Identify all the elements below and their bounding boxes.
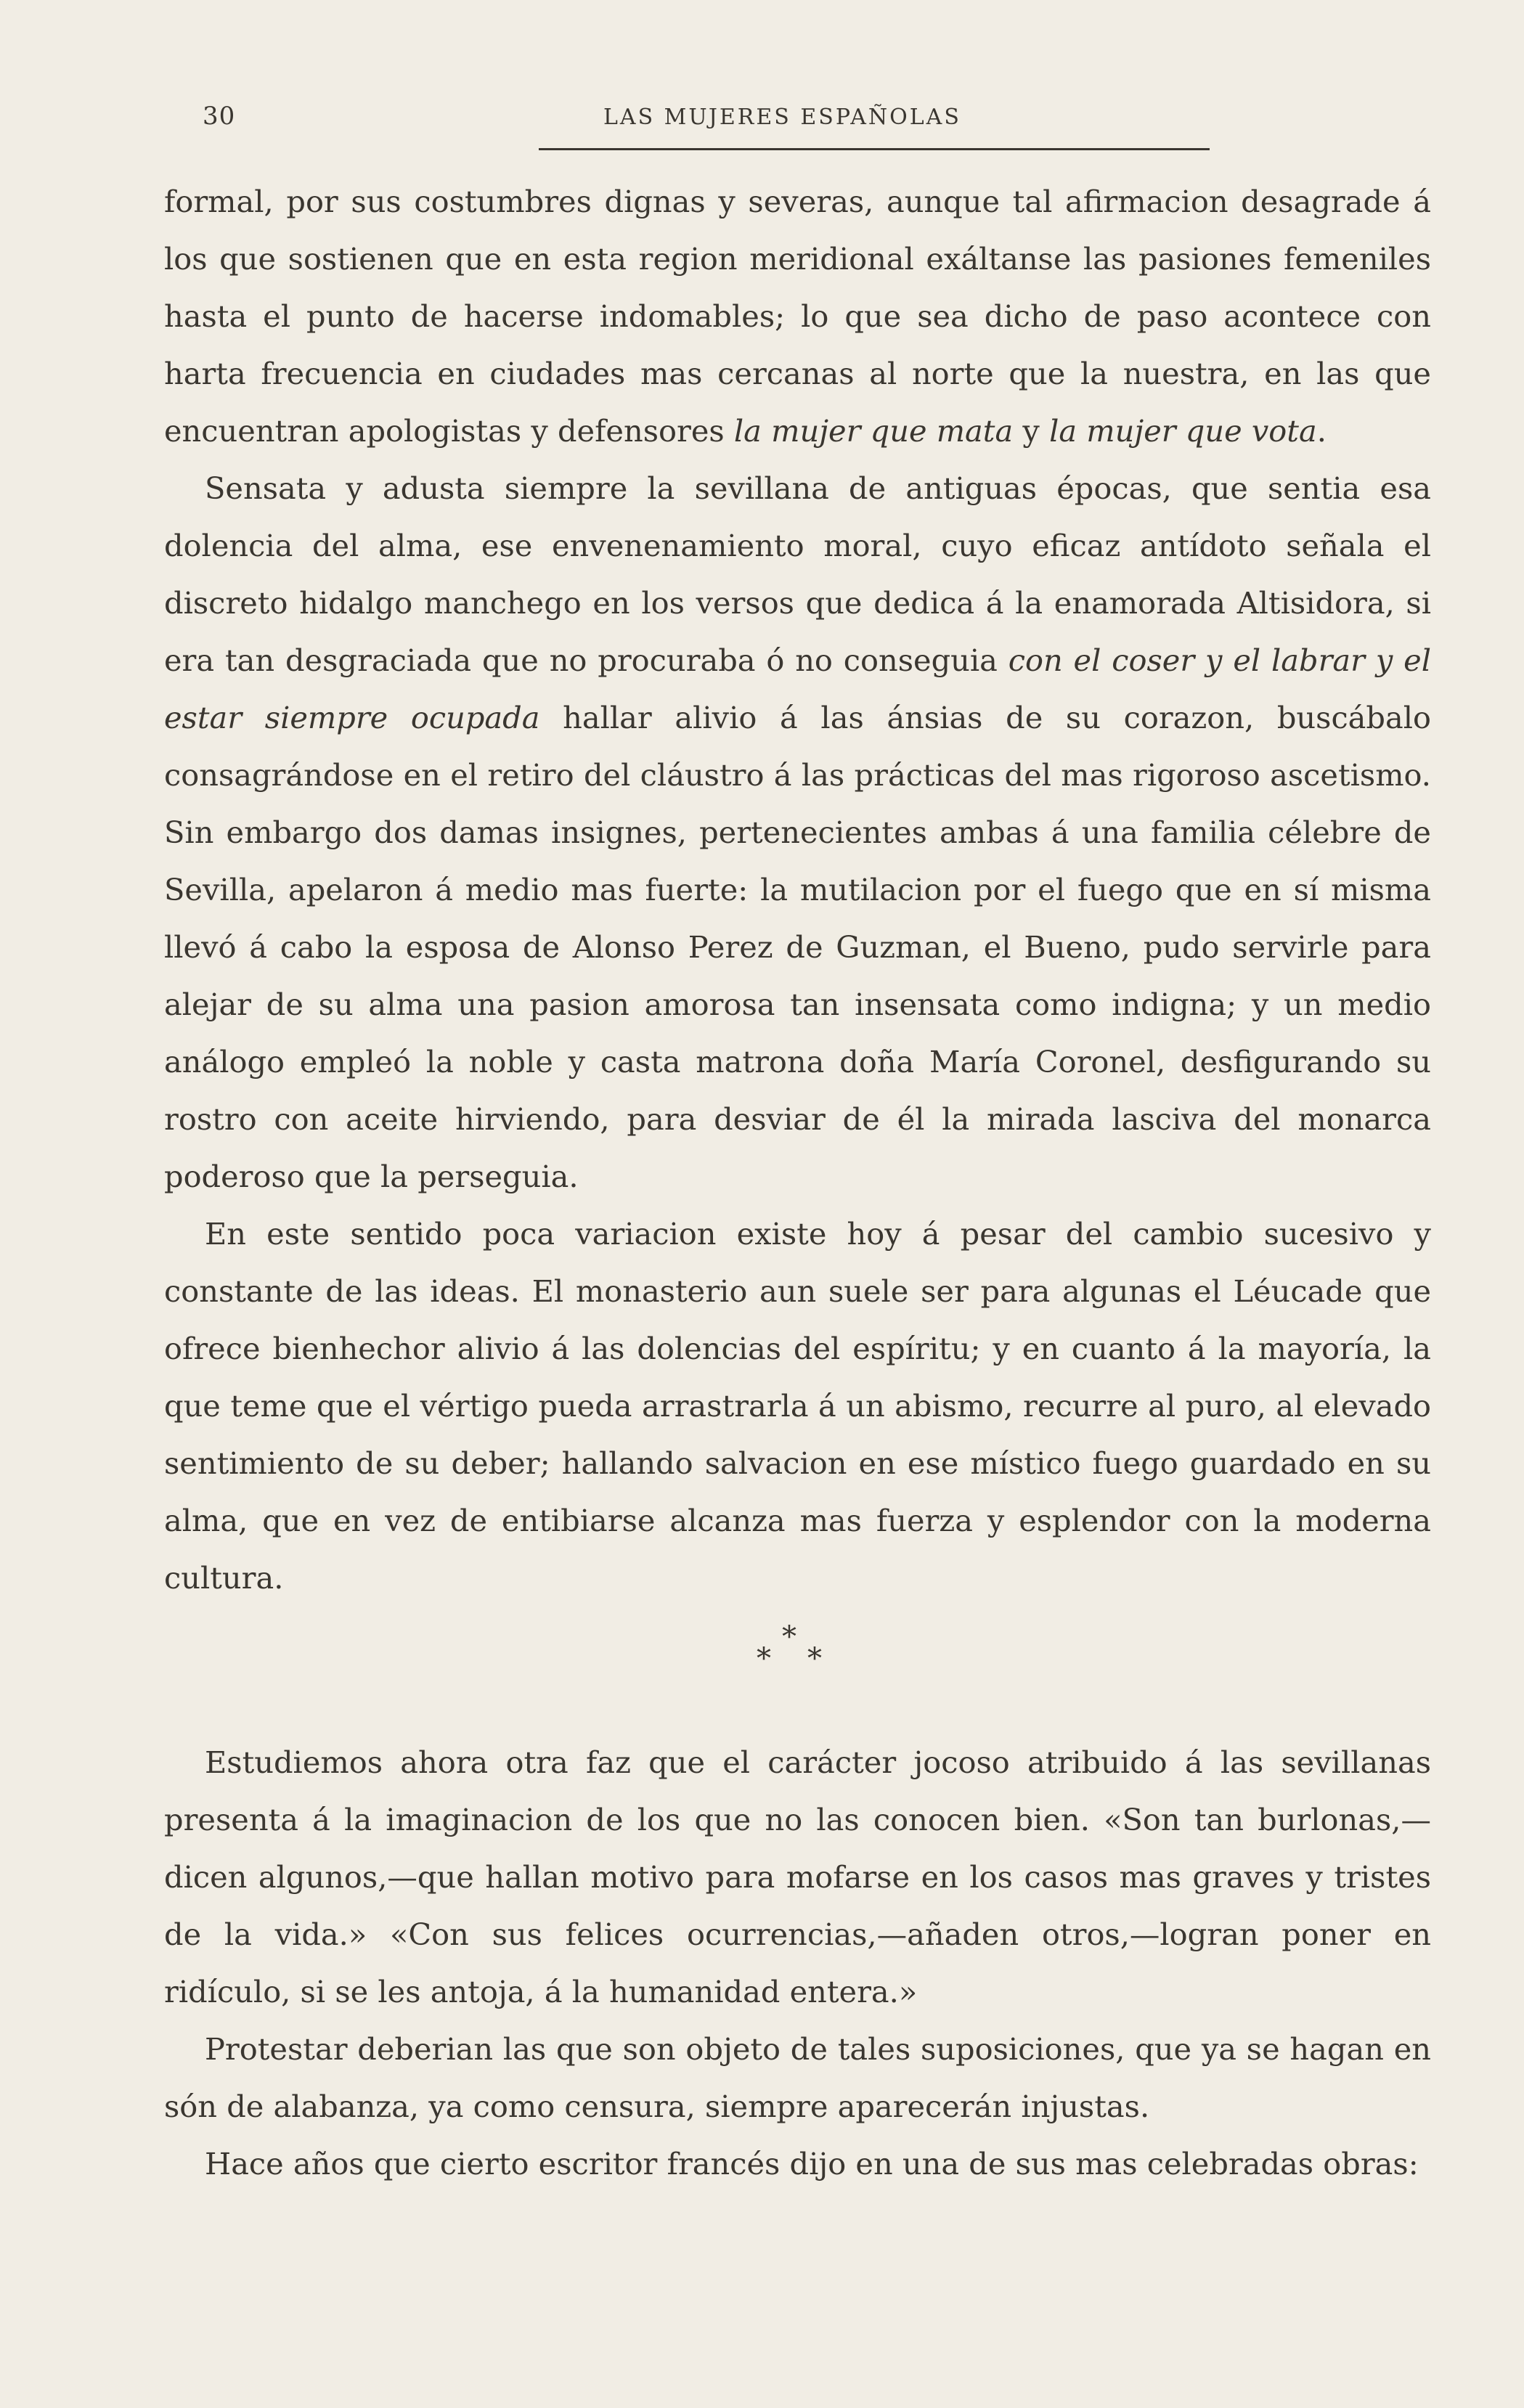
paragraph-1-text-b: y (1013, 413, 1050, 449)
running-header (164, 102, 1431, 152)
asterism-star-left: * (757, 1642, 771, 1676)
paragraph-3: En este sentido poca variacion existe hoy á pesar del cambio sucesivo y constante de las ideas. El monasterio aun suele ser para algunas el Léucade que ofrece bienhechor alivio á las dolencias del espíritu; y en cuanto á la mayoría, la que teme que el vértigo pueda arrastrarla á un abismo, recurre al puro, al elevado sentimiento de su deber; hallando salvacion en ese místico fuego guardado en su alma, que en vez de entibiarse alcanza mas fuerza y esplendor con la moderna cultura. (164, 1216, 1431, 1596)
asterism-star-top: * (782, 1620, 796, 1654)
running-title: LAS MUJERES ESPAÑOLAS (603, 105, 961, 130)
paragraph-4: Estudiemos ahora otra faz que el carácter jocoso atribuido á las sevillanas presenta á la imaginacion de los que no las conocen bien. «Son tan burlonas,—dicen algunos,—que hallan motivo para mofarse en los casos mas graves y tristes de la vida.» «Con sus felices ocurrencias,—añaden otros,—logran poner en ridículo, si se les antoja, á la humanidad entera.» (164, 1744, 1431, 2009)
paragraph-5: Protestar deberian las que son objeto de tales suposiciones, que ya se hagan en són de alabanza, ya como censura, siempre aparecerán injustas. (164, 2031, 1431, 2124)
paragraph-6: Hace años que cierto escritor francés dijo en una de sus mas celebradas obras: (205, 2146, 1419, 2182)
paragraph-2 (164, 460, 1431, 1205)
paragraph-1-text-a: formal, por sus costumbres dignas y severas, aunque tal afirmacion desagrade á los que sostienen que en esta region meridional exáltanse las pasiones femeniles hasta el punto de hacerse indomables; lo que sea dicho de paso acontece con harta frecuencia en ciudades mas cercanas al norte que la nuestra, en las que encuentran apologistas y defensores (164, 184, 1431, 449)
paragraph-2-text-b: hallar alivio á las ánsias de su corazon, buscábalo consagrándose en el retiro del cláustro á las prácticas del mas rigoroso ascetismo. Sin embargo dos damas insignes, pertenecientes ambas á una familia célebre de Sevilla, apelaron á medio mas fuerte: la mutilacion por el fuego que en sí misma llevó á cabo la esposa de Alonso Perez de Guzman, el Bueno, pudo servirle para alejar de su alma una pasion amorosa tan insensata como indigna; y un medio análogo empleó la noble y casta matrona doña María Coronel, desfigurando su rostro con aceite hirviendo, para desviar de él la mirada lasciva del monarca poderoso que la perseguia. (164, 700, 1431, 1194)
page-number: 30 (203, 102, 236, 131)
asterism-divider (164, 1607, 1431, 1734)
paragraph-1 (164, 173, 1431, 460)
header-rule (539, 148, 1210, 150)
paragraph-2-text-a: Sensata y adusta siempre la sevillana de antiguas épocas, que sentia esa dolencia del alma, ese envenenamiento moral, cuyo eficaz antídoto señala el discreto hidalgo manchego en los versos que dedica á la enamorada Altisidora, si era tan desgraciada que no procuraba ó no conseguia (164, 470, 1431, 678)
paragraph-1-text-c: . (1316, 413, 1327, 449)
paragraph-1-italic-b: la mujer que vota (1049, 413, 1317, 449)
paragraph-2-italic-a: con el coser y el labrar y el estar siempre ocupada (164, 642, 1431, 735)
paragraph-1-italic-a: la mujer que mata (733, 413, 1014, 449)
body-text (164, 173, 1431, 2192)
asterism-star-right: * (807, 1642, 822, 1676)
